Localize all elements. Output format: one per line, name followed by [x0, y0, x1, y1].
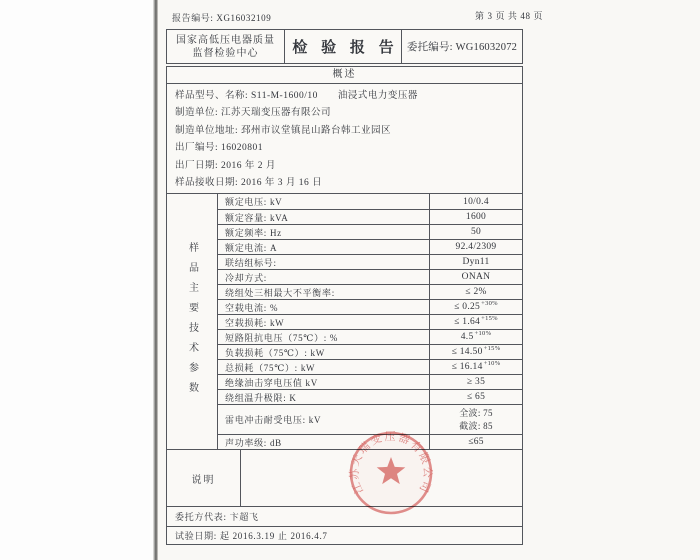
param-value-text: ONAN	[461, 272, 491, 282]
param-value-text: ≤ 1.64	[454, 317, 481, 327]
org-name-line1: 国家高低压电器质量	[176, 34, 275, 46]
param-row	[218, 314, 522, 329]
params-side-label: 样品主要技术参数	[186, 241, 198, 402]
param-row	[218, 374, 522, 389]
param-value	[430, 300, 522, 314]
param-row	[218, 194, 522, 209]
document-page	[158, 0, 700, 560]
stamp-company-text: 江苏天瑞变压器有限公司	[348, 430, 434, 496]
param-row	[218, 359, 522, 374]
param-value-text: ≤65	[468, 437, 484, 447]
org-name-line2: 监督检验中心	[192, 47, 259, 59]
param-value	[430, 194, 522, 209]
params-rows	[218, 194, 522, 449]
param-row	[218, 299, 522, 314]
param-label: 空载电流: %	[218, 300, 430, 314]
param-row	[218, 284, 522, 299]
param-value-text: ≤ 0.25	[454, 302, 481, 312]
org-name	[167, 30, 285, 63]
overview-line-serial: 出厂编号: 16020801	[175, 143, 264, 154]
param-label: 联结组标号:	[218, 255, 430, 269]
params-side-label-cell	[167, 194, 218, 449]
param-value	[430, 405, 522, 434]
param-row	[218, 389, 522, 404]
param-label: 绕组温升极限: K	[218, 390, 430, 404]
param-value	[430, 435, 522, 449]
param-value	[430, 255, 522, 269]
param-value	[430, 315, 522, 329]
param-value-superscript: +30%	[481, 299, 498, 307]
representative-row: 委托方代表: 卞超飞	[167, 506, 522, 526]
parameters-section	[167, 193, 522, 449]
param-row	[218, 209, 522, 224]
param-label: 短路阻抗电压（75℃）: %	[218, 330, 430, 344]
param-row	[218, 269, 522, 284]
company-stamp	[347, 429, 435, 517]
param-label: 额定容量: kVA	[218, 210, 430, 224]
param-label: 负载损耗（75℃）: kW	[218, 345, 430, 359]
param-value-superscript: +15%	[481, 314, 498, 322]
notes-label: 说明	[167, 450, 241, 506]
overview-line-mfg-date: 出厂日期: 2016 年 2 月	[175, 160, 276, 171]
param-label: 绕组处三相最大不平衡率:	[218, 285, 430, 299]
report-number: 报告编号: XG16032109	[172, 13, 272, 23]
param-value	[430, 360, 522, 374]
param-row	[218, 254, 522, 269]
param-row	[218, 239, 522, 254]
test-date-row: 试验日期: 起 2016.3.19 止 2016.4.7	[167, 526, 522, 544]
param-value-text: ≤ 65	[466, 392, 486, 402]
param-value-text: ≤ 2%	[465, 287, 487, 297]
header-table	[166, 29, 523, 64]
param-value-text: 50	[470, 227, 482, 237]
param-value	[430, 225, 522, 239]
overview-line-address: 制造单位地址: 邳州市议堂镇昆山路台韩工业园区	[175, 125, 392, 136]
param-value	[430, 270, 522, 284]
param-value	[430, 240, 522, 254]
scan-page-edge	[153, 0, 158, 560]
param-value-text: ≤ 14.50	[451, 347, 483, 357]
main-table	[166, 66, 523, 545]
overview-section	[167, 83, 522, 193]
param-value-text: ≤ 16.14	[451, 362, 483, 372]
param-value-superscript: +10%	[483, 359, 501, 367]
param-value	[430, 285, 522, 299]
param-row	[218, 344, 522, 359]
report-title: 检 验 报 告	[285, 30, 402, 63]
param-value-text: 4.5	[460, 332, 474, 342]
param-label: 额定电流: A	[218, 240, 430, 254]
param-value	[430, 330, 522, 344]
param-value	[430, 345, 522, 359]
overview-section-title: 概述	[332, 69, 357, 80]
param-value-text: Dyn11	[462, 257, 490, 267]
param-row	[218, 224, 522, 239]
param-label: 声功率级: dB	[218, 435, 430, 449]
param-label: 总损耗（75℃）: kW	[218, 360, 430, 374]
param-value-text: 1600	[465, 212, 487, 222]
param-value-line2: 截波: 85	[459, 420, 493, 431]
param-label: 雷电冲击耐受电压: kV	[218, 405, 430, 434]
overview-line-received-date: 样品接收日期: 2016 年 3 月 16 日	[175, 178, 323, 189]
overview-line-model: 样品型号、名称: S11-M-1600/10 油浸式电力变压器	[175, 91, 418, 101]
param-label: 绝缘油击穿电压值 kV	[218, 375, 430, 389]
param-row	[218, 329, 522, 344]
param-value-text: 10/0.4	[463, 196, 489, 207]
param-value-superscript: +10%	[474, 329, 492, 337]
param-value-text: ≥ 35	[466, 377, 486, 387]
page-indicator: 第 3 页 共 48 页	[475, 11, 543, 21]
param-label: 额定频率: Hz	[218, 225, 430, 239]
param-label: 额定电压: kV	[218, 194, 430, 209]
param-value	[430, 390, 522, 404]
notes-row	[167, 449, 522, 506]
param-label: 空载损耗: kW	[218, 315, 430, 329]
overview-line-manufacturer: 制造单位: 江苏天瑞变压器有限公司	[175, 108, 332, 119]
param-value-line1: 全波: 75	[459, 407, 493, 418]
param-value	[430, 375, 522, 389]
param-value-superscript: +15%	[483, 344, 501, 352]
commission-number: 委托编号: WG16032072	[406, 42, 518, 53]
param-label: 冷却方式:	[218, 270, 430, 284]
param-value-text: 92.4/2309	[455, 242, 497, 252]
param-value	[430, 210, 522, 224]
